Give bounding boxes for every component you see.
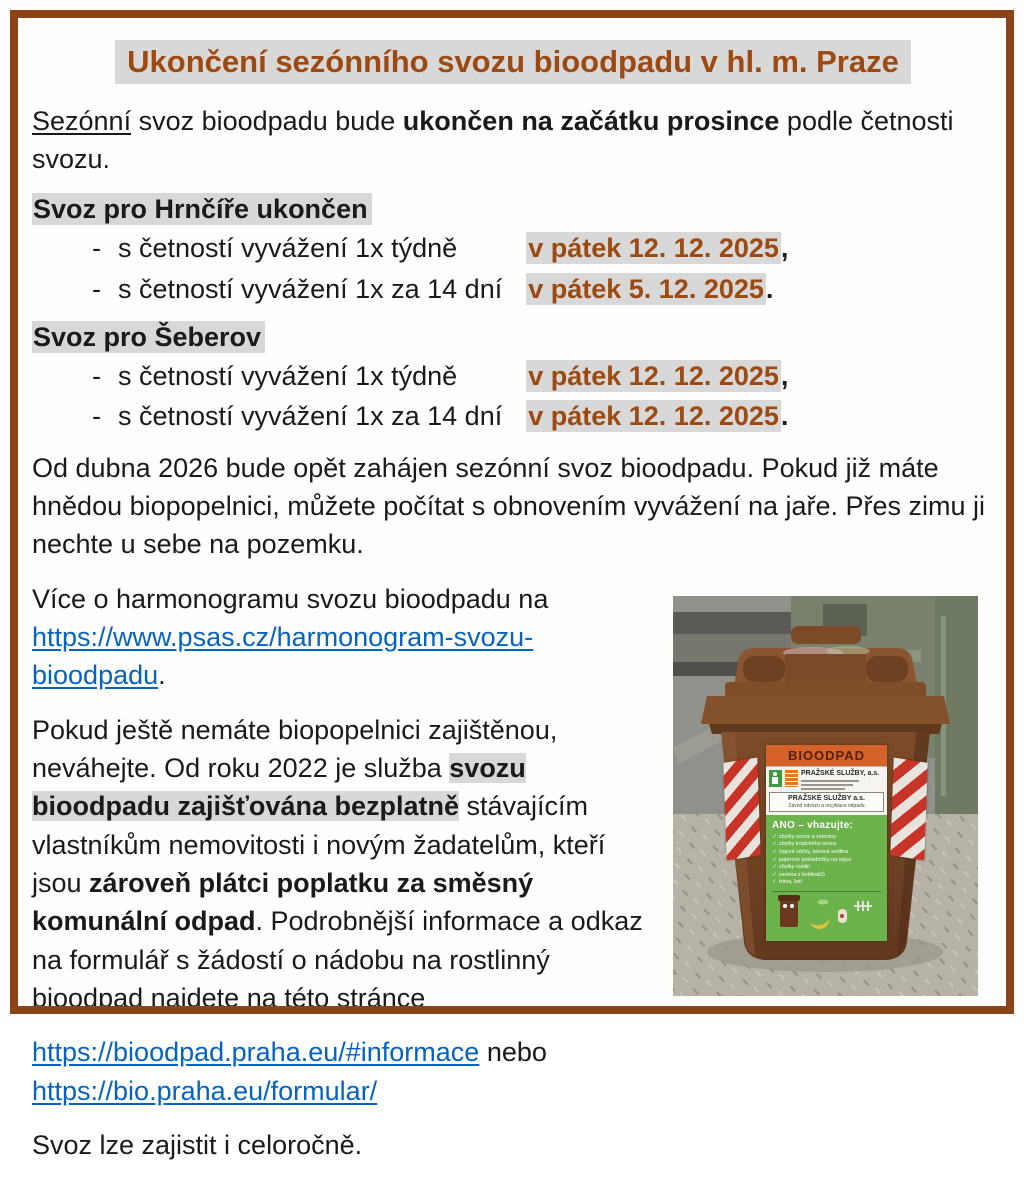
request-text: . Podrobnější informace a odkaz na formulář s žádostí o nádobu na rostlinný bioodpad najdete na této stránce [32,906,643,1014]
schedule-list-seberov [32,359,994,435]
allowed-item: ✓ papírové pokladničky na vejce [772,856,852,863]
company-name: PRAŽSKÉ SLUŽBY, a.s. [801,769,880,777]
end-date: v pátek 12. 12. 2025, [528,360,789,391]
list-dash: - [92,273,101,304]
bioodpad-info-link[interactable]: https://bioodpad.praha.eu/#informace [32,1037,480,1068]
intro-tail: podle četnosti svozu. [32,105,954,174]
reflective-stripe-right [890,757,927,860]
service-company: PRAŽSKÉ SLUŽBY a.s. [788,794,865,802]
page-title: Ukončení sezónního svozu bioodpadu v hl. m. Praze [115,40,911,84]
intro-underlined-word: Sezónní [32,105,132,136]
check-icon: ✓ [772,841,778,848]
end-date: v pátek 5. 12. 2025. [528,273,774,304]
check-icon: ✓ [772,871,778,878]
check-icon: ✓ [772,848,778,855]
frequency-label: s četností vyvážení 1x za 14 dní [118,401,503,432]
spring-restart-paragraph: Od dubna 2026 bude opět zahájen sezónní svoz bioodpadu. Pokud již máte hnědou biopopelnici, můžete počítat s obnovením vyvážení na jaře. Přes zimu ji nechte u sebe na pozemku. [32,452,986,560]
bin-rim [701,696,950,724]
intro-paragraph [32,102,994,179]
waste-figure-icon [769,770,782,787]
end-date: v pátek 12. 12. 2025. [528,401,789,432]
request-bold: zároveň plátci poplatku za směsný komunální odpad [32,868,534,937]
list-dash: - [92,401,101,432]
section-heading-seberov: Svoz pro Šeberov [32,321,265,353]
link-separator: nebo [479,1037,547,1068]
allowed-items-list [772,834,881,887]
psas-schedule-link[interactable]: https://www.psas.cz/harmonogram-svozu-bioodpadu [32,622,534,691]
frequency-label: s četností vyvážení 1x týdně [118,360,458,391]
allowed-item: ✓ čajové sáčky, kávová sedlina [772,848,849,855]
section-hrncire [32,194,994,307]
address-line [801,780,859,782]
allowed-item: ✓ zemina z květináčů [772,871,825,878]
address-line [801,788,845,790]
schedule-list-hrncire [32,231,994,307]
allowed-item: ✓ tráva, listí [772,879,803,886]
company-row [766,767,887,792]
intro-text: svoz bioodpadu bude [131,105,403,136]
check-icon: ✓ [772,833,778,840]
list-dash: - [92,233,101,264]
bin-photo [673,596,978,996]
section-seberov [32,322,994,435]
cartoon-apple-core-icon [838,909,847,923]
label-divider [772,891,881,892]
end-date: v pátek 12. 12. 2025, [528,233,789,264]
cartoon-banana-icon [809,913,831,931]
green-panel [766,815,887,941]
closing-paragraph: Svoz lze zajistit i celoročně. [32,1130,363,1161]
cartoon-leaf-icon [817,897,828,906]
cartoon-bin-icon [780,899,798,927]
check-icon: ✓ [772,864,778,871]
allowed-item: ✓ zbytky rostlin [772,864,811,871]
frequency-label: s četností vyvážení 1x za 14 dní [118,273,503,304]
schedule-text: Více o harmonogramu svozu bioodpadu na [32,583,549,614]
request-text: Pokud ještě nemáte biopopelnici zajištěnou, neváhejte. Od roku 2022 je služba [32,714,558,784]
cartoon-fishbone-icon [854,905,872,907]
bin-front-label [766,745,887,941]
request-bold-highlight: svozu bioodpadu zajišťována bezplatně [32,753,526,822]
sentence-period: . [158,660,166,691]
allowed-item: ✓ zbytky tropického ovoce [772,841,837,848]
section-heading-hrncire: Svoz pro Hrnčíře ukončen [32,193,372,225]
more-links-paragraph [32,1033,994,1110]
bioodpad-banner: BIOODPAD [766,745,887,767]
bio-form-link[interactable]: https://bio.praha.eu/formular/ [32,1075,378,1106]
frequency-label: s četností vyvážení 1x týdně [118,233,458,264]
bin-cartoon [772,895,881,937]
service-division: Závod odvozu a recyklace odpadu [788,802,865,809]
bin-lid-handle [791,626,861,644]
intro-bold-text: ukončen na začátku prosince [402,105,780,136]
reflective-stripe-left [723,757,760,860]
check-icon: ✓ [772,879,778,886]
company-logo-icon [785,770,798,787]
service-box [766,792,887,815]
allowed-item: ✓ zbytky ovoce a zeleniny [772,833,836,840]
list-dash: - [92,360,101,391]
check-icon: ✓ [772,856,778,863]
address-line [801,784,853,786]
request-text: stávajícím vlastníkům nemovitosti i novým žadatelům, kteří jsou [32,791,606,899]
ano-header: ANO – vhazujte: [772,819,854,831]
